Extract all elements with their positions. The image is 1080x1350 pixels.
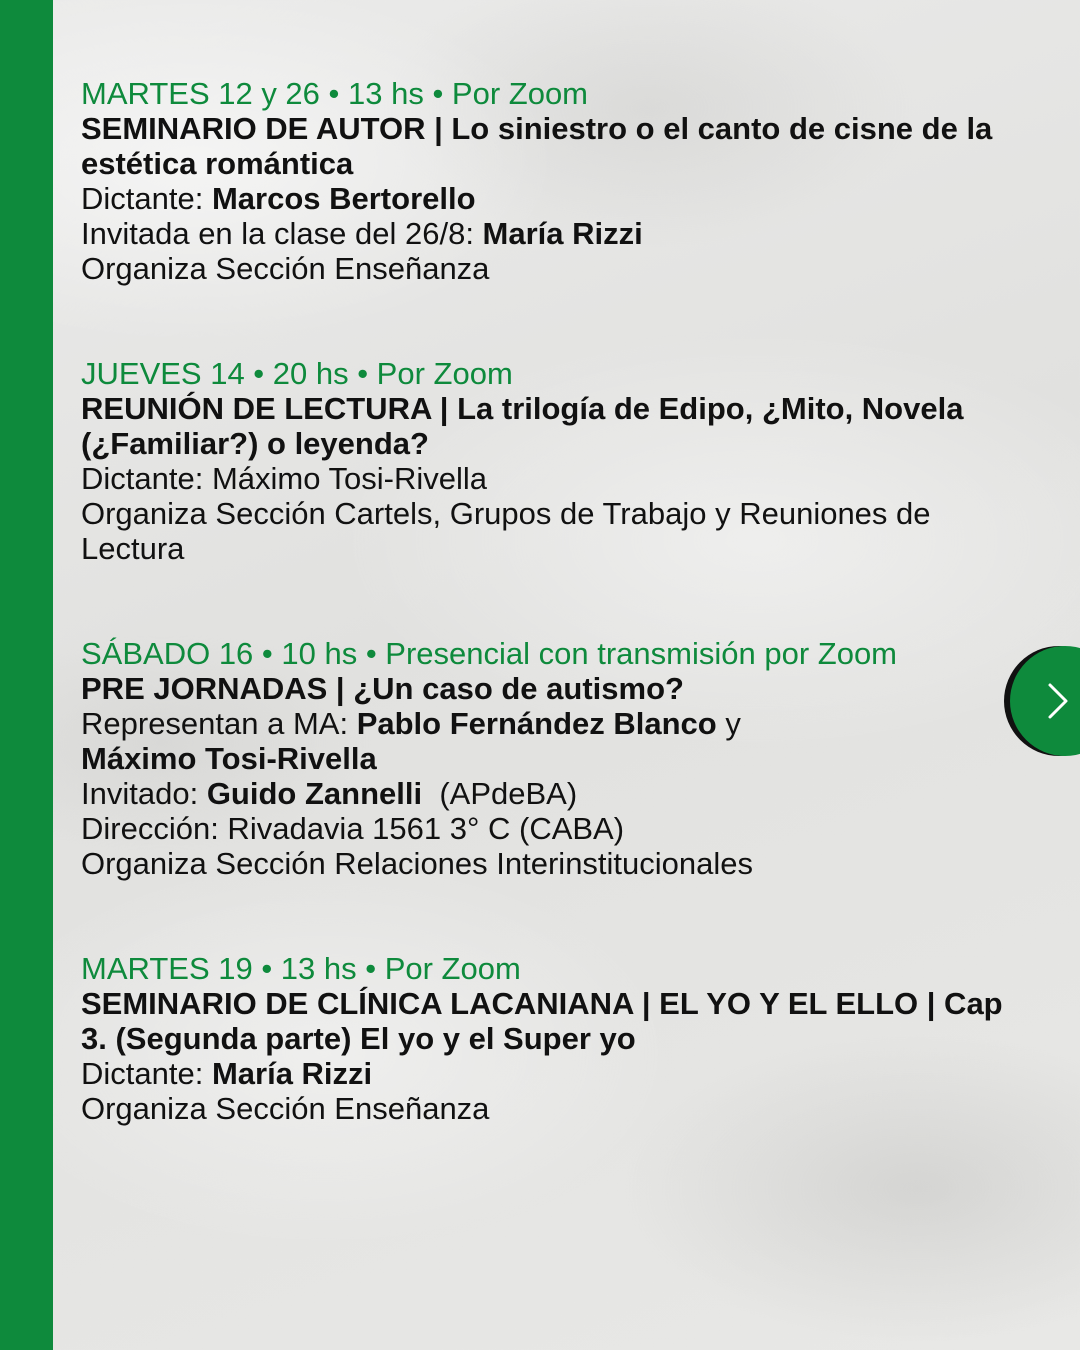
green-side-bar	[0, 0, 53, 1350]
events-list	[81, 76, 1031, 1196]
representan-name-2: Máximo Tosi-Rivella	[81, 741, 377, 776]
event-organiza: Organiza Sección Relaciones Interinstitucionales	[81, 846, 754, 881]
invitado-affiliation: (APdeBA)	[422, 776, 578, 811]
event-organiza: Organiza Sección Cartels, Grupos de Trabajo y Reuniones de Lectura	[81, 496, 931, 566]
event-title: SEMINARIO DE CLÍNICA LACANIANA | EL YO Y EL ELLO | Cap 3. (Segunda parte) El yo y el Super yo	[81, 986, 1003, 1056]
event-dictante	[81, 181, 1031, 216]
representan-connector: y	[716, 706, 741, 741]
representan-label: Representan a MA:	[81, 706, 357, 741]
event-item	[81, 76, 1031, 286]
invitada-name: María Rizzi	[482, 216, 643, 251]
event-date: SÁBADO 16 • 10 hs • Presencial con transmisión por Zoom	[81, 636, 898, 671]
representan-name-1: Pablo Fernández Blanco	[356, 706, 717, 741]
event-title: PRE JORNADAS | ¿Un caso de autismo?	[81, 671, 684, 706]
dictante-name: Marcos Bertorello	[211, 181, 476, 216]
invitado-label: Invitado:	[81, 776, 207, 811]
event-date: JUEVES 14 • 20 hs • Por Zoom	[81, 356, 513, 391]
dictante-label: Dictante:	[81, 1056, 212, 1091]
event-date: MARTES 19 • 13 hs • Por Zoom	[81, 951, 521, 986]
event-invitada	[81, 216, 1031, 251]
event-invitado	[81, 776, 1031, 811]
dictante-label: Dictante:	[81, 181, 212, 216]
invitada-label: Invitada en la clase del 26/8:	[81, 216, 483, 251]
chevron-right-icon	[1044, 681, 1072, 721]
event-title: REUNIÓN DE LECTURA | La trilogía de Edipo, ¿Mito, Novela (¿Familiar?) o leyenda?	[81, 391, 964, 461]
event-direccion: Dirección: Rivadavia 1561 3° C (CABA)	[81, 811, 625, 846]
event-organiza: Organiza Sección Enseñanza	[81, 1091, 490, 1126]
event-item	[81, 636, 1031, 881]
event-item	[81, 951, 1031, 1126]
event-representan	[81, 706, 1031, 741]
event-dictante	[81, 1056, 1031, 1091]
event-organiza: Organiza Sección Enseñanza	[81, 251, 490, 286]
invitado-name: Guido Zannelli	[206, 776, 423, 811]
dictante-name: María Rizzi	[211, 1056, 373, 1091]
event-title: SEMINARIO DE AUTOR | Lo siniestro o el canto de cisne de la estética romántica	[81, 111, 993, 181]
event-date: MARTES 12 y 26 • 13 hs • Por Zoom	[81, 76, 589, 111]
event-item	[81, 356, 1031, 566]
event-dictante: Dictante: Máximo Tosi-Rivella	[81, 461, 487, 496]
